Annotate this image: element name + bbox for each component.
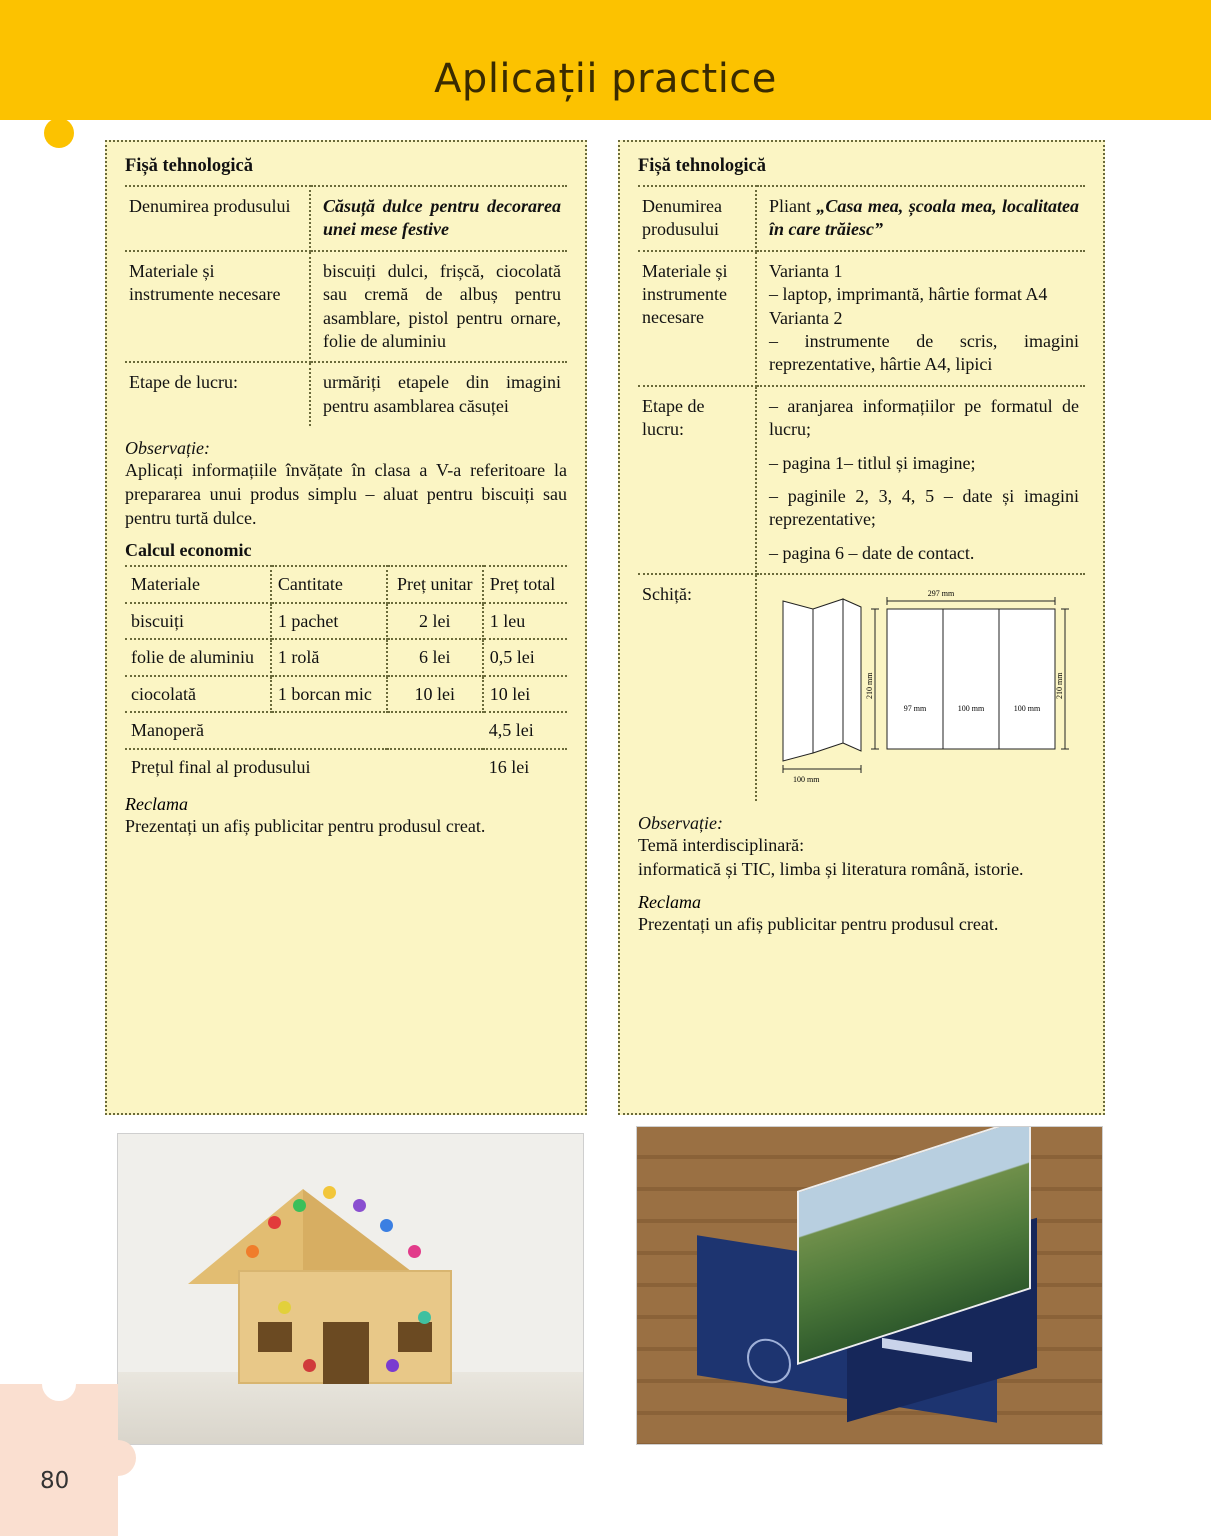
reclama-text-right: Prezentați un afiș publicitar pentru produsul creat. [638,913,999,934]
table-row [125,251,567,363]
fisa-tehnologica-card-right [618,140,1105,1115]
house-window-right [398,1322,432,1352]
cell-pret-total: 10 lei [483,676,567,713]
cell-pret-unitar: 2 lei [387,603,483,640]
cell-cantitate: 1 rolă [271,639,387,676]
puzzle-tab [100,1440,136,1476]
candy [293,1199,306,1212]
sketch-panel-label-3: 100 mm [1013,704,1041,714]
economic-table [125,565,567,784]
photo-gingerbread-house [117,1133,584,1445]
card-title-left: Fișă tehnologică [125,156,253,176]
header-puzzle-knob [44,118,74,148]
candy [246,1245,259,1258]
sketch-diagram [769,583,1079,793]
col-header-pret-unitar: Preț unitar [387,566,483,603]
sketch-height-right-label: 210 mm [1055,672,1064,700]
puzzle-notch [42,1367,76,1401]
economic-title: Calcul economic [125,540,252,561]
sketch-fold-label: 100 mm [793,775,820,785]
table-row-final [125,749,567,785]
candy [418,1311,431,1324]
page-number: 80 [40,1468,70,1494]
table-row-manopera [125,712,567,749]
table-row [638,251,1085,386]
table-row [125,603,567,640]
reclama-label-right: Reclama [638,891,701,912]
sketch-panel-label-1: 97 mm [903,704,927,714]
cell-pret-total: 1 leu [483,603,567,640]
cell-material: folie de aluminiu [125,639,271,676]
col-header-pret-total: Preț total [483,566,567,603]
cell-pret-unitar: 10 lei [387,676,483,713]
product-name: Căsuță dulce pentru decorarea unei mese festive [323,196,561,240]
gingerbread-house-illustration [118,1134,583,1444]
row-label: Schiță: [638,574,756,801]
final-label: Prețul final al produsului [131,756,311,777]
step-line: – pagina 1– titlul și imagine; [769,452,976,473]
candy [323,1186,336,1199]
fisa-table-left [125,185,567,426]
brochure-sketch-svg [769,587,1079,787]
table-row [638,574,1085,801]
row-label: Etape de lucru: [638,386,756,574]
brochure-illustration [637,1127,1102,1444]
house-door [323,1322,369,1384]
sketch-panel-label-2: 100 mm [957,704,985,714]
row-value [756,386,1085,574]
table-row [125,639,567,676]
photo-brochure [636,1126,1103,1445]
cell-cantitate: 1 borcan mic [271,676,387,713]
product-prefix: Pliant [769,196,817,216]
table-row [125,362,567,426]
col-header-cantitate: Cantitate [271,566,387,603]
candy [278,1301,291,1314]
table-header-row [125,566,567,603]
fisa-tehnologica-card-left [105,140,587,1115]
row-label: Materiale și instrumente necesare [125,251,310,363]
cell-material: biscuiți [125,603,271,640]
sketch-width-label: 297 mm [927,589,955,599]
step-line: – paginile 2, 3, 4, 5 – date și imagini reprezentative; [769,485,1079,530]
row-value [310,186,567,251]
manopera-value: 4,5 lei [483,712,567,749]
row-value: urmăriți etapele din imagini pentru asamblarea căsuței [323,372,561,416]
card-title-right: Fișă tehnologică [638,156,766,176]
row-value-sketch [756,574,1085,801]
candy [386,1359,399,1372]
table-row [125,186,567,251]
candy [408,1245,421,1258]
house-window-left [258,1322,292,1352]
cell-material: ciocolată [125,676,271,713]
row-label: Materiale și instrumente necesare [638,251,756,386]
observation-label-right: Observație: [638,813,723,834]
row-value [756,186,1085,251]
col-header-materiale: Materiale [125,566,271,603]
cell-pret-total: 0,5 lei [483,639,567,676]
row-value [756,251,1085,386]
table-row [125,676,567,713]
sketch-height-left-label: 210 mm [865,672,874,700]
cell-cantitate: 1 pachet [271,603,387,640]
page-title: Aplicații practice [434,56,777,102]
candy [380,1219,393,1232]
reclama-label-left: Reclama [125,794,188,815]
row-value: biscuiți dulci, frișcă, ciocolată sau cremă de albuș pentru asamblare, pistol pentru ornare, folie de aluminiu [310,251,567,363]
step-line: – pagina 6 – date de contact. [769,542,975,563]
row-label: Denumirea produsului [638,186,756,251]
candy [303,1359,316,1372]
footer-puzzle-corner [0,1384,118,1536]
material-line: – instrumente de scris, imagini reprezentative, hârtie A4, lipici [769,330,1079,375]
manopera-label: Manoperă [125,712,483,749]
table-row [638,386,1085,574]
material-line: – laptop, imprimantă, hârtie format A4 [769,284,1048,305]
material-line: Varianta 2 [769,307,843,328]
row-label: Denumirea produsului [125,186,310,251]
step-line: – aranjarea informațiilor pe formatul de lucru; [769,395,1079,440]
observation-text: Aplicați informațiile învățate în clasa a V-a referitoare la prepararea unui produs simplu – aluat pentru biscuiți sau pentru turtă dulce. [125,460,567,528]
final-value: 16 lei [488,756,530,777]
product-name: „Casa mea, școala mea, localitatea în care trăiesc” [769,196,1079,240]
cell-pret-unitar: 6 lei [387,639,483,676]
observation-line-2: informatică și TIC, limba și literatura română, istorie. [638,859,1024,880]
observation-line-1: Temă interdisciplinară: [638,835,805,856]
table-row [638,186,1085,251]
candy [268,1216,281,1229]
candy [353,1199,366,1212]
row-label: Etape de lucru: [125,362,310,426]
reclama-text-left: Prezentați un afiș publicitar pentru produsul creat. [125,816,486,837]
material-line: Varianta 1 [769,260,843,281]
observation-label: Observație: [125,438,210,459]
fisa-table-right [638,185,1085,801]
